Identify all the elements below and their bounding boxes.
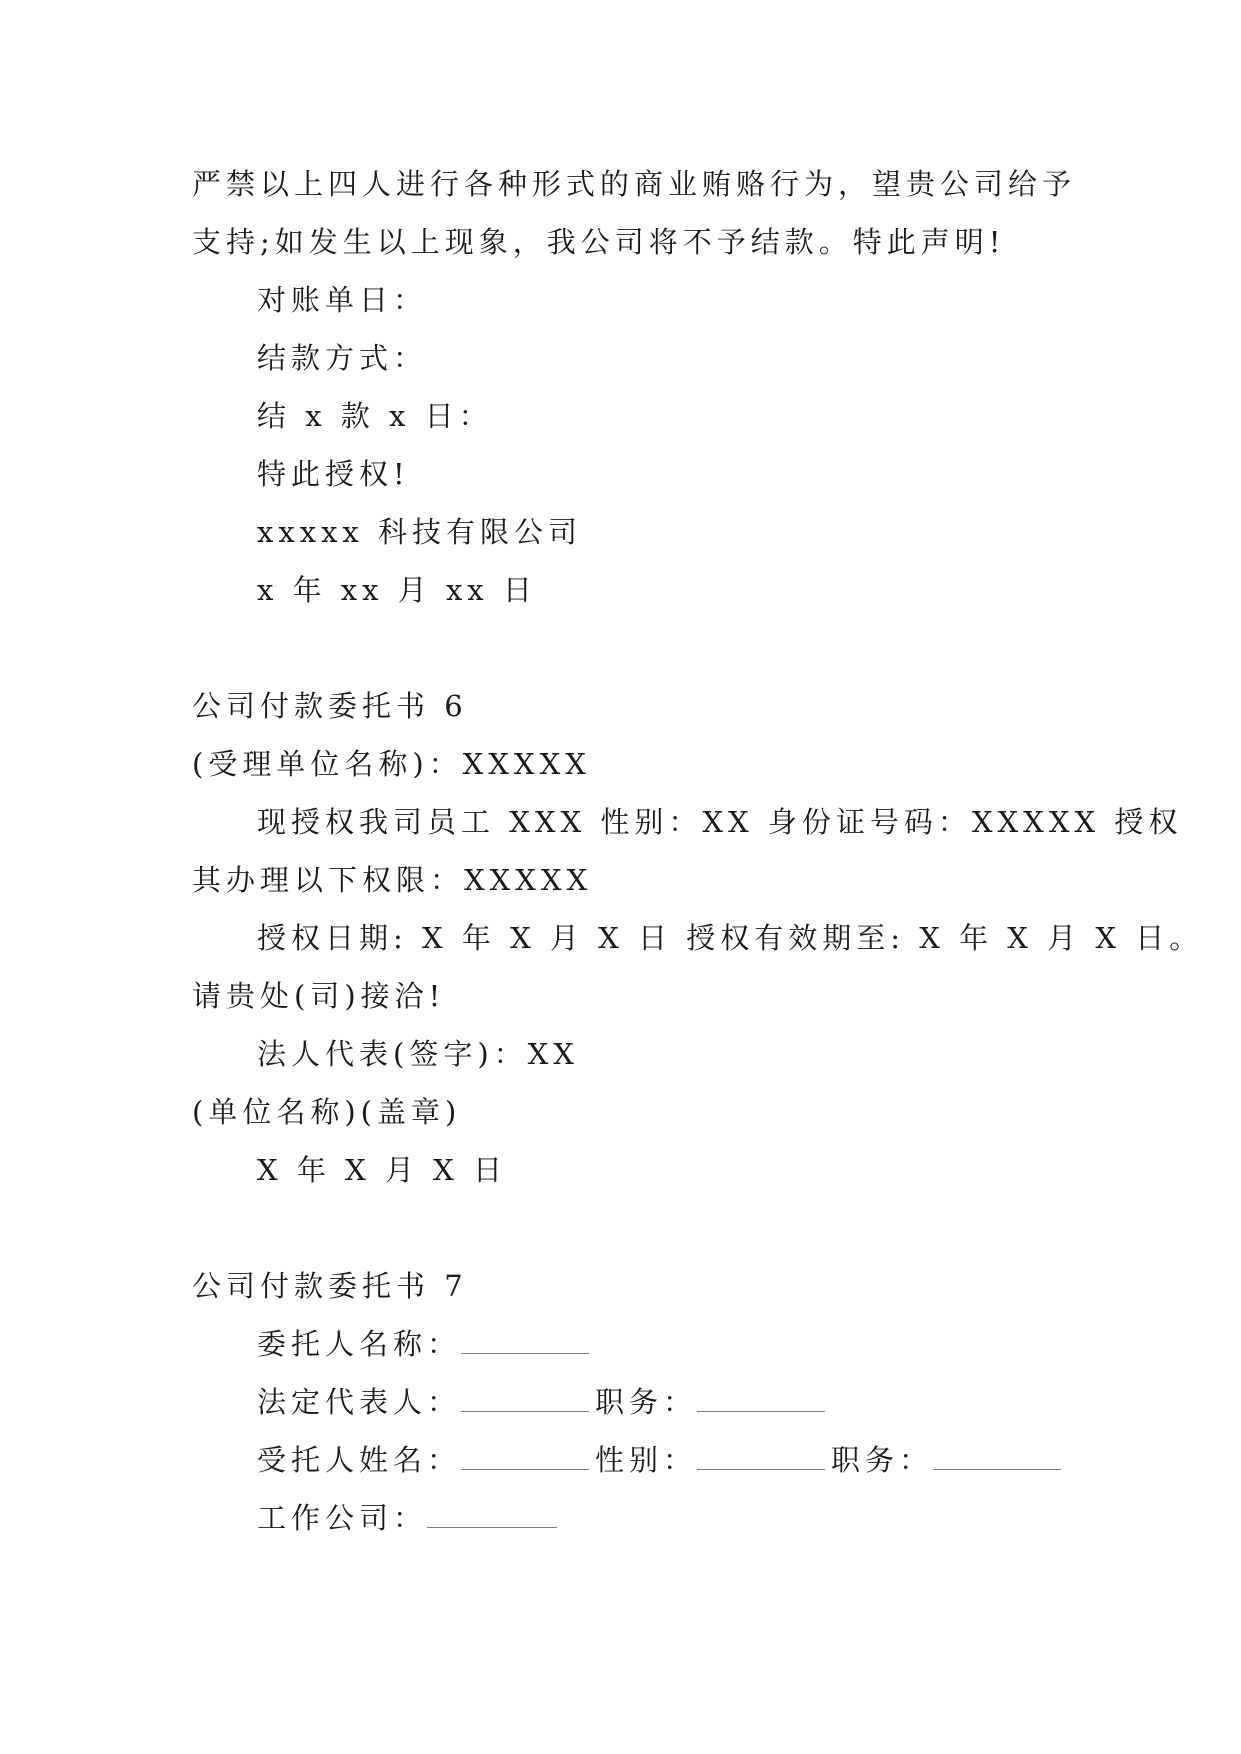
form-row-principal [257, 1324, 595, 1364]
position-label: 职务： [831, 1443, 934, 1477]
legal-rep-label: 法定代表人： [257, 1385, 462, 1419]
unit-seal-line: (单位名称)(盖章) [192, 1095, 462, 1129]
paragraph-line: 支持;如发生以上现象，我公司将不予结款。特此声明! [192, 225, 1006, 259]
agent-name-blank[interactable] [461, 1447, 589, 1470]
paragraph-line: 严禁以上四人进行各种形式的商业贿赂行为，望贵公司给予 [192, 167, 1077, 201]
agent-name-label: 受托人姓名： [257, 1443, 462, 1477]
authorization-phrase: 特此授权! [257, 457, 410, 491]
section-title: 公司付款委托书 6 [192, 689, 468, 723]
statement-date-label: 对账单日： [257, 283, 428, 317]
work-company-blank[interactable] [427, 1505, 557, 1528]
paragraph-line: 请贵处(司)接洽! [192, 979, 446, 1013]
work-company-label: 工作公司： [257, 1501, 428, 1535]
gender-blank[interactable] [697, 1447, 825, 1470]
paragraph-line: 现授权我司员工 XXX 性别：XX 身份证号码：XXXXX 授权 [257, 805, 1183, 839]
form-row-agent [257, 1440, 1067, 1480]
position-label: 职务： [595, 1385, 698, 1419]
recipient-line: (受理单位名称)：XXXXX [192, 747, 591, 781]
company-name: xxxxx 科技有限公司 [257, 515, 582, 549]
date-line: X 年 X 月 X 日 [257, 1153, 508, 1187]
principal-name-label: 委托人名称： [257, 1327, 462, 1361]
position-blank[interactable] [697, 1389, 825, 1412]
form-row-legal-rep [257, 1382, 831, 1422]
payment-method-label: 结款方式： [257, 341, 428, 375]
agent-position-blank[interactable] [933, 1447, 1061, 1470]
payment-day-label: 结 x 款 x 日： [257, 399, 493, 433]
paragraph-line: 其办理以下权限：XXXXX [192, 863, 593, 897]
date-line: x 年 xx 月 xx 日 [257, 573, 537, 607]
authorization-date-line: 授权日期: X 年 X 月 X 日 授权有效期至: X 年 X 月 X 日。 [257, 921, 1204, 955]
form-row-work-company [257, 1498, 563, 1538]
section-title: 公司付款委托书 7 [192, 1269, 468, 1303]
legal-representative-line: 法人代表(签字)：XX [257, 1037, 579, 1071]
gender-label: 性别： [595, 1443, 698, 1477]
principal-name-blank[interactable] [461, 1331, 589, 1354]
legal-rep-blank[interactable] [461, 1389, 589, 1412]
